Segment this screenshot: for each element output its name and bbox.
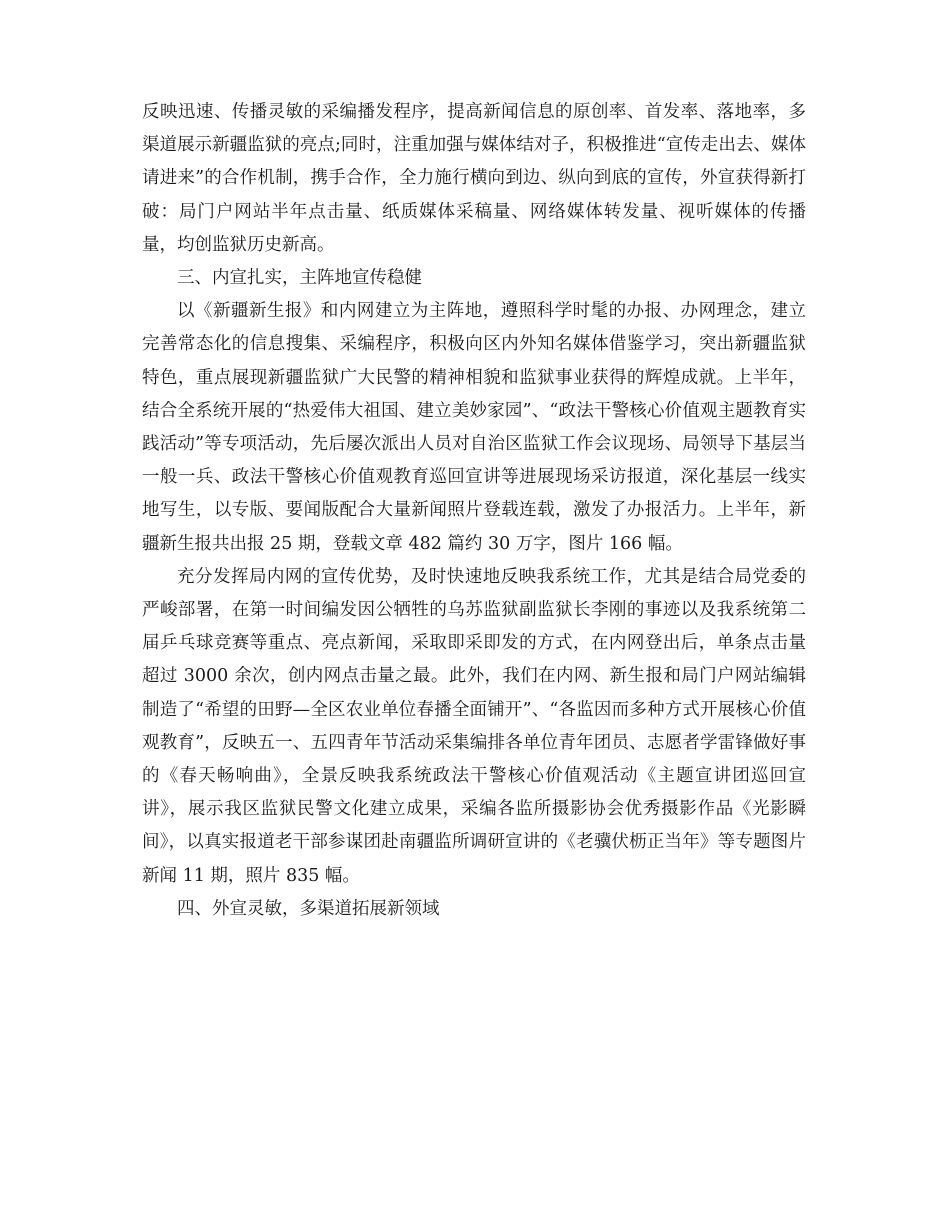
document-body [142, 96, 806, 926]
body-paragraph-intranet: 充分发挥局内网的宣传优势，及时快速地反映我系统工作，尤其是结合局党委的严峻部署，在第一时间编发因公牺牲的乌苏监狱副监狱长李刚的事迹以及我系统第二届乒乓球竞赛等重点、亮点新闻，采取即采即发的方式，在内网登出后，单条点击量超过 3000 余次，创内网点击量之最。此外，我们在内网、新生报和局门户网站编辑制造了“希望的田野—全区农业单位春播全面铺开”、“各监因而多种方式开展核心价值观教育”，反映五一、五四青年节活动采集编排各单位青年团员、志愿者学雷锋做好事的《春天畅响曲》，全景反映我系统政法干警核心价值观活动《主题宣讲团巡回宣讲》，展示我区监狱民警文化建立成果，采编各监所摄影协会优秀摄影作品《光影瞬间》，以真实报道老干部参谋团赴南疆监所调研宣讲的《老骥伏枥正当年》等专题图片新闻 11 期，照片 835 幅。 [142, 566, 806, 886]
body-paragraph-newspaper: 以《新疆新生报》和内网建立为主阵地，遵照科学时髦的办报、办网理念，建立完善常态化的信息搜集、采编程序，积极向区内外知名媒体借鉴学习，突出新疆监狱特色，重点展现新疆监狱广大民警的精神相貌和监狱事业获得的辉煌成就。上半年，结合全系统开展的“热爱伟大祖国、建立美妙家园”、“政法干警核心价值观主题教育实践活动”等专项活动，先后屡次派出人员对自治区监狱工作会议现场、局领导下基层当一般一兵、政法干警核心价值观教育巡回宣讲等进展现场采访报道，深化基层一线实地写生，以专版、要闻版配合大量新闻照片登载连载，激发了办报活力。上半年，新疆新生报共出报 25 期，登载文章 482 篇约 30 万字，图片 166 幅。 [142, 301, 806, 554]
section-heading-4: 四、外宣灵敏，多渠道拓展新领域 [177, 898, 440, 919]
continuation-paragraph: 反映迅速、传播灵敏的采编播发程序，提高新闻信息的原创率、首发率、落地率，多渠道展示新疆监狱的亮点;同时，注重加强与媒体结对子，积极推进“宣传走出去、媒体请进来”的合作机制，携手合作，全力施行横向到边、纵向到底的宣传，外宣获得新打破：局门户网站半年点击量、纸质媒体采稿量、网络媒体转发量、视听媒体的传播量，均创监狱历史新高。 [142, 102, 806, 255]
section-heading-3: 三、内宣扎实，主阵地宣传稳健 [177, 268, 422, 289]
